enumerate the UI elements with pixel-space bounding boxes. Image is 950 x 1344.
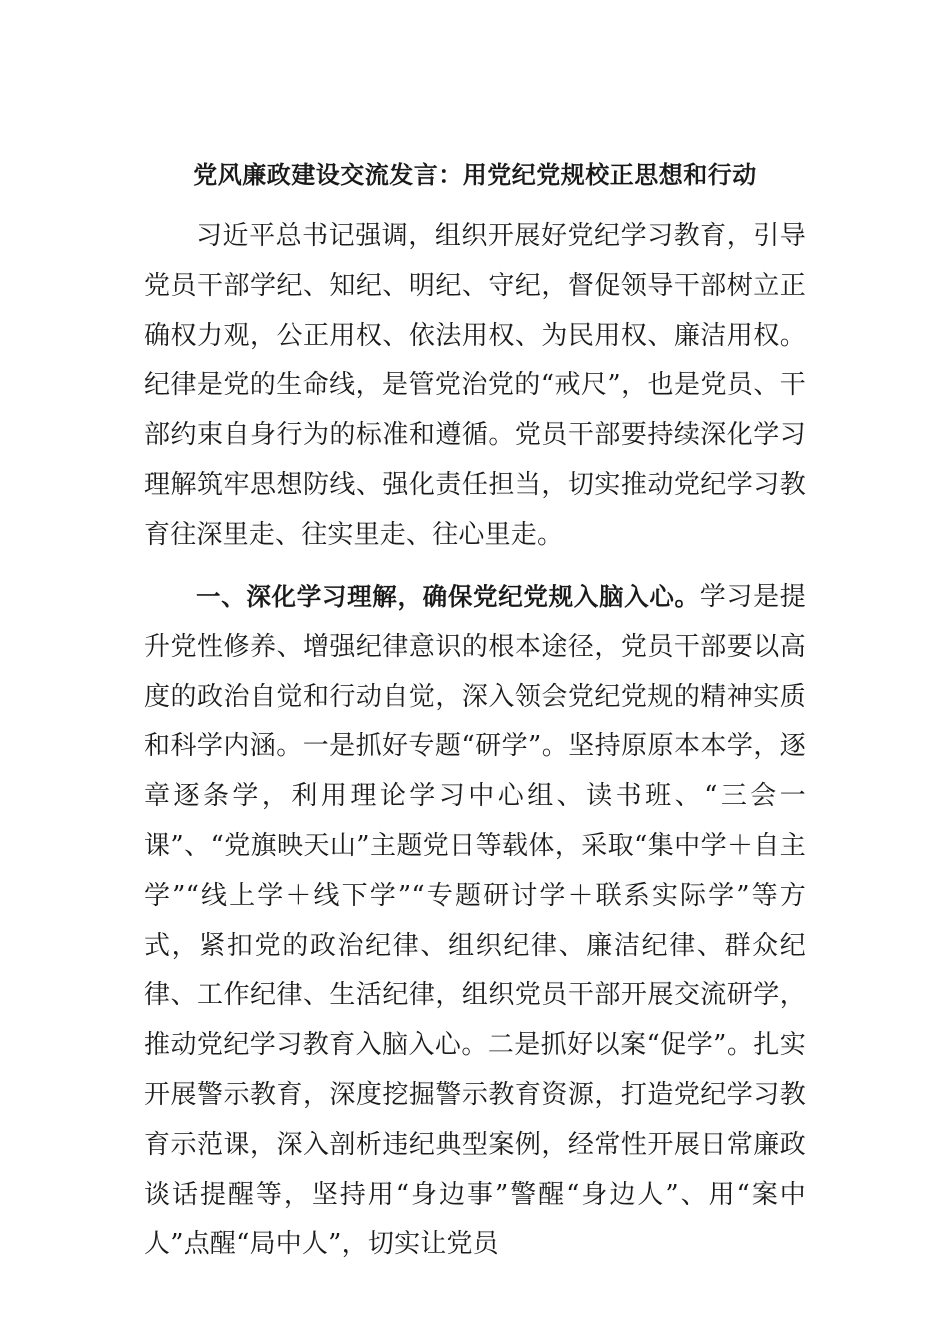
section-1-paragraph [144,572,806,1270]
section-1-heading: 一、深化学习理解，确保党纪党规入脑入心。 [196,582,700,611]
section-1-text: 学习是提升党性修养、增强纪律意识的根本途径，党员干部要以高度的政治自觉和行动自觉，深入领会党纪党规的精神实质和科学内涵。一是抓好专题“研学”。坚持原原本本学，逐章逐条学，利用理论学习中心组、读书班、“三会一课”、“党旗映天山”主题党日等载体，采取“集中学＋自主学”“线上学＋线下学”“专题研讨学＋联系实际学”等方式，紧扣党的政治纪律、组织纪律、廉洁纪律、群众纪律、工作纪律、生活纪律，组织党员干部开展交流研学，推动党纪学习教育入脑入心。二是抓好以案“促学”。扎实开展警示教育，深度挖掘警示教育资源，打造党纪学习教育示范课，深入剖析违纪典型案例，经常性开展日常廉政谈话提醒等，坚持用“身边事”警醒“身边人”、用“案中人”点醒“局中人”，切实让党员 [144,582,806,1260]
intro-paragraph: 习近平总书记强调，组织开展好党纪学习教育，引导党员干部学纪、知纪、明纪、守纪，督促领导干部树立正确权力观，公正用权、依法用权、为民用权、廉洁用权。纪律是党的生命线，是管党治党的“戒尺”，也是党员、干部约束自身行为的标准和遵循。党员干部要持续深化学习理解筑牢思想防线、强化责任担当，切实推动党纪学习教育往深里走、往实里走、往心里走。 [144,221,806,550]
document-title: 党风廉政建设交流发言：用党纪党规校正思想和行动 [193,161,757,189]
